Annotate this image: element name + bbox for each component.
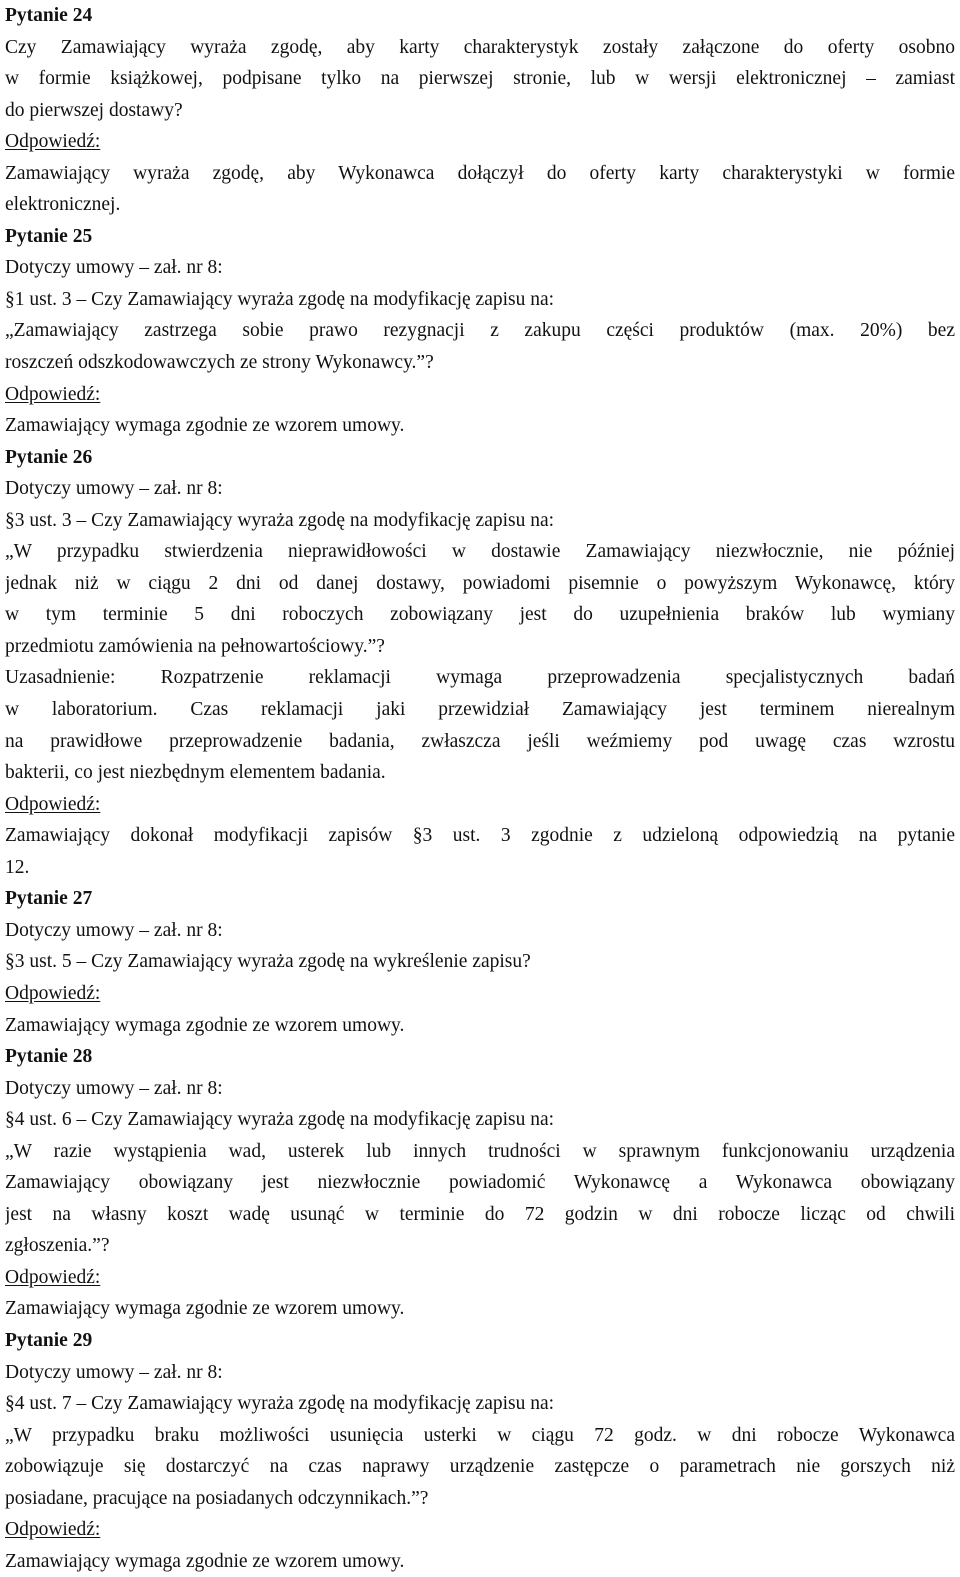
line-text: „W przypadku stwierdzenia nieprawidłowości w dostawie Zamawiający niezwłocznie, nie później bbox=[5, 541, 955, 563]
body-text-line bbox=[5, 820, 955, 852]
body-text-line bbox=[5, 946, 955, 978]
body-text-line bbox=[5, 158, 955, 190]
body-text-line bbox=[5, 694, 955, 726]
body-text-line bbox=[5, 726, 955, 758]
line-text: przedmiotu zamówienia na pełnowartościowy.”? bbox=[5, 635, 385, 657]
body-text-line bbox=[5, 1010, 955, 1042]
line-text: Uzasadnienie: Rozpatrzenie reklamacji wymaga przeprowadzenia specjalistycznych badań bbox=[5, 667, 955, 689]
answer-label-line bbox=[5, 379, 955, 411]
line-text: w formie książkowej, podpisane tylko na pierwszej stronie, lub w wersji elektronicznej – zamiast bbox=[5, 68, 955, 90]
line-text: w tym terminie 5 dni roboczych zobowiązany jest do uzupełnienia braków lub wymiany bbox=[5, 604, 955, 626]
line-text: zgłoszenia.”? bbox=[5, 1235, 110, 1257]
body-text-line bbox=[5, 1546, 955, 1577]
line-text: Czy Zamawiający wyraża zgodę, aby karty charakterystyk zostały załączone do oferty osobno bbox=[5, 36, 955, 58]
body-text-line bbox=[5, 1136, 955, 1168]
answer-label: Odpowiedź: bbox=[5, 383, 101, 405]
line-text: zobowiązuje się dostarczyć na czas naprawy urządzenie zastępcze o parametrach nie gorszych niż bbox=[5, 1456, 955, 1478]
answer-label-line bbox=[5, 789, 955, 821]
line-text: w laboratorium. Czas reklamacji jaki przewidział Zamawiający jest terminem nierealnym bbox=[5, 699, 955, 721]
question-heading bbox=[5, 221, 955, 253]
body-text-line bbox=[5, 631, 955, 663]
body-text-line bbox=[5, 1483, 955, 1515]
body-text-line bbox=[5, 757, 955, 789]
body-text-line bbox=[5, 505, 955, 537]
question-heading bbox=[5, 1325, 955, 1357]
line-text: Zamawiający wymaga zgodnie ze wzorem umowy. bbox=[5, 415, 405, 437]
question-heading bbox=[5, 0, 955, 32]
body-text-line bbox=[5, 1167, 955, 1199]
answer-label: Odpowiedź: bbox=[5, 1519, 101, 1541]
line-text: Dotyczy umowy – zał. nr 8: bbox=[5, 1077, 223, 1099]
question-heading bbox=[5, 442, 955, 474]
question-heading bbox=[5, 1041, 955, 1073]
line-text: „W razie wystąpienia wad, usterek lub innych trudności w sprawnym funkcjonowaniu urządzenia bbox=[5, 1140, 955, 1162]
line-text: Zamawiający wyraża zgodę, aby Wykonawca dołączył do oferty karty charakterystyki w formie bbox=[5, 162, 955, 184]
line-text: posiadane, pracujące na posiadanych odczynnikach.”? bbox=[5, 1487, 429, 1509]
body-text-line bbox=[5, 1420, 955, 1452]
body-text-line bbox=[5, 410, 955, 442]
body-text-line bbox=[5, 662, 955, 694]
line-text: Dotyczy umowy – zał. nr 8: bbox=[5, 478, 223, 500]
answer-label-line bbox=[5, 1514, 955, 1546]
answer-label-line bbox=[5, 978, 955, 1010]
answer-label: Odpowiedź: bbox=[5, 1266, 101, 1288]
line-text: Pytanie 27 bbox=[5, 888, 93, 910]
line-text: §3 ust. 5 – Czy Zamawiający wyraża zgodę na wykreślenie zapisu? bbox=[5, 951, 531, 973]
line-text: jednak niż w ciągu 2 dni od danej dostawy, powiadomi pisemnie o powyższym Wykonawcę, który bbox=[5, 572, 955, 594]
body-text-line bbox=[5, 473, 955, 505]
line-text: 12. bbox=[5, 856, 30, 878]
body-text-line bbox=[5, 1199, 955, 1231]
body-text-line bbox=[5, 1104, 955, 1136]
body-text-line bbox=[5, 536, 955, 568]
answer-label-line bbox=[5, 1262, 955, 1294]
body-text-line bbox=[5, 1073, 955, 1105]
body-text-line bbox=[5, 95, 955, 127]
body-text-line bbox=[5, 915, 955, 947]
line-text: §1 ust. 3 – Czy Zamawiający wyraża zgodę na modyfikację zapisu na: bbox=[5, 288, 555, 310]
body-text-line bbox=[5, 852, 955, 884]
line-text: Pytanie 28 bbox=[5, 1046, 93, 1068]
body-text-line bbox=[5, 599, 955, 631]
line-text: Zamawiający wymaga zgodnie ze wzorem umowy. bbox=[5, 1014, 405, 1036]
body-text-line bbox=[5, 1451, 955, 1483]
body-text-line bbox=[5, 32, 955, 64]
line-text: bakterii, co jest niezbędnym elementem badania. bbox=[5, 762, 386, 784]
line-text: elektronicznej. bbox=[5, 194, 121, 216]
body-text-line bbox=[5, 1357, 955, 1389]
line-text: Zamawiający wymaga zgodnie ze wzorem umowy. bbox=[5, 1550, 405, 1572]
line-text: jest na własny koszt wadę usunąć w terminie do 72 godzin w dni robocze licząc od chwili bbox=[5, 1203, 955, 1225]
answer-label: Odpowiedź: bbox=[5, 131, 101, 153]
body-text-line bbox=[5, 568, 955, 600]
body-text-line bbox=[5, 284, 955, 316]
answer-label: Odpowiedź: bbox=[5, 982, 101, 1004]
body-text-line bbox=[5, 63, 955, 95]
body-text-line bbox=[5, 347, 955, 379]
line-text: „Zamawiający zastrzega sobie prawo rezygnacji z zakupu części produktów (max. 20%) bez bbox=[5, 320, 955, 342]
line-text: Pytanie 24 bbox=[5, 5, 93, 26]
line-text: Zamawiający dokonał modyfikacji zapisów §3 ust. 3 zgodnie z udzieloną odpowiedzią na pytanie bbox=[5, 825, 955, 847]
body-text-line bbox=[5, 1388, 955, 1420]
line-text: Pytanie 29 bbox=[5, 1329, 93, 1351]
line-text: roszczeń odszkodowawczych ze strony Wykonawcy.”? bbox=[5, 352, 434, 374]
line-text: Dotyczy umowy – zał. nr 8: bbox=[5, 257, 223, 279]
body-text-line bbox=[5, 1293, 955, 1325]
body-text-line bbox=[5, 189, 955, 221]
line-text: §4 ust. 6 – Czy Zamawiający wyraża zgodę na modyfikację zapisu na: bbox=[5, 1109, 555, 1131]
line-text: Dotyczy umowy – zał. nr 8: bbox=[5, 919, 223, 941]
body-text-line bbox=[5, 315, 955, 347]
line-text: §4 ust. 7 – Czy Zamawiający wyraża zgodę na modyfikację zapisu na: bbox=[5, 1393, 555, 1415]
question-heading bbox=[5, 883, 955, 915]
line-text: §3 ust. 3 – Czy Zamawiający wyraża zgodę na modyfikację zapisu na: bbox=[5, 509, 555, 531]
line-text: do pierwszej dostawy? bbox=[5, 99, 183, 121]
line-text: na prawidłowe przeprowadzenie badania, zwłaszcza jeśli weźmiemy pod uwagę czas wzrostu bbox=[5, 730, 955, 752]
line-text: Pytanie 25 bbox=[5, 225, 93, 247]
body-text-line bbox=[5, 1230, 955, 1262]
line-text: Zamawiający wymaga zgodnie ze wzorem umowy. bbox=[5, 1298, 405, 1320]
answer-label: Odpowiedź: bbox=[5, 793, 101, 815]
line-text: Pytanie 26 bbox=[5, 446, 93, 468]
body-text-line bbox=[5, 252, 955, 284]
line-text: „W przypadku braku możliwości usunięcia usterki w ciągu 72 godz. w dni robocze Wykonawca bbox=[5, 1424, 955, 1446]
answer-label-line bbox=[5, 126, 955, 158]
line-text: Zamawiający obowiązany jest niezwłocznie powiadomić Wykonawcę a Wykonawca obowiązany bbox=[5, 1172, 955, 1194]
line-text: Dotyczy umowy – zał. nr 8: bbox=[5, 1361, 223, 1383]
